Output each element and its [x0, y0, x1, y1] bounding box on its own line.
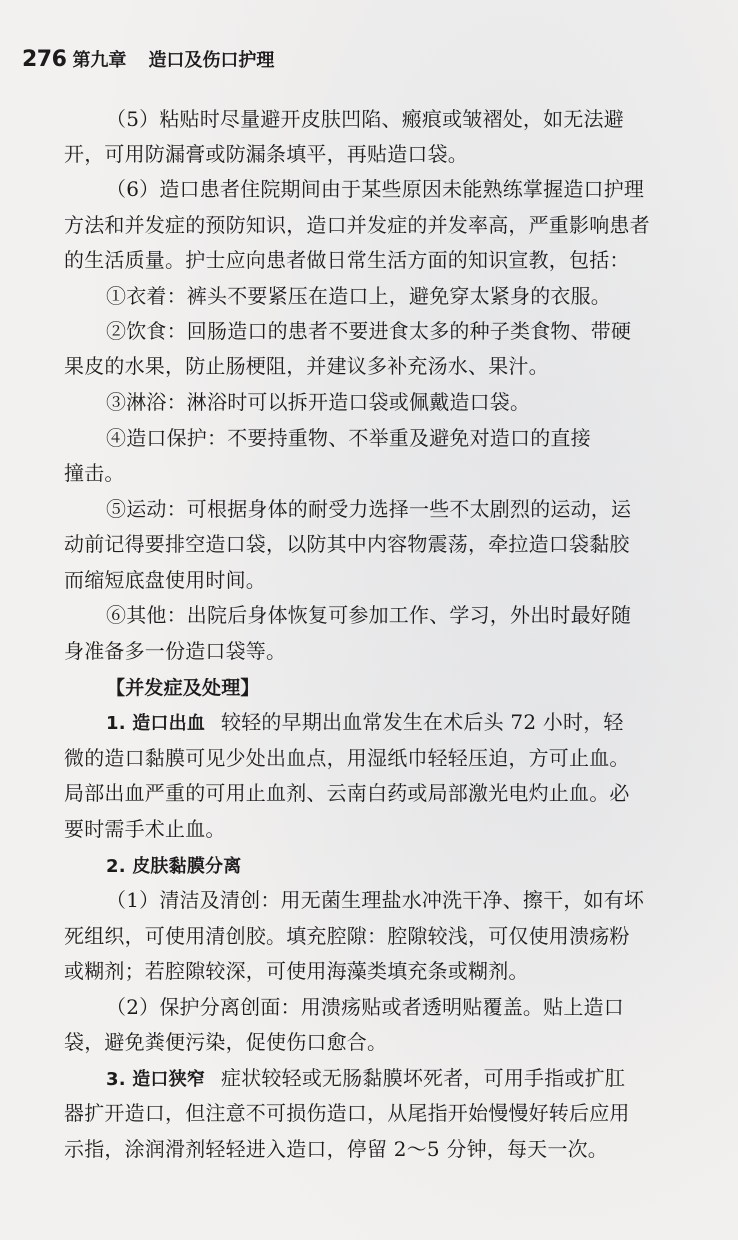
chapter-title: 造口及伤口护理 — [148, 50, 275, 71]
text-line: ⑤运动：可根据身体的耐受力选择一些不太剧烈的运动，运 — [106, 497, 632, 521]
page-number: 276 — [22, 47, 67, 72]
text-line: ③淋浴：淋浴时可以拆开造口袋或佩戴造口袋。 — [106, 390, 531, 414]
text-line: 身准备多一份造口袋等。 — [64, 639, 287, 663]
text-line: （5）粘贴时尽量避开皮肤凹陷、瘢痕或皱褶处，如无法避 — [106, 107, 624, 131]
text-line: 较轻的早期出血常发生在术后头 72 小时，轻 — [221, 710, 624, 734]
text-line: 或糊剂；若腔隙较深，可使用海藻类填充条或糊剂。 — [64, 959, 529, 983]
text-line: 撞击。 — [64, 461, 125, 485]
text-line: （1）清洁及清创：用无菌生理盐水冲洗干净、擦干，如有坏 — [106, 888, 645, 912]
text-line: 而缩短底盘使用时间。 — [64, 568, 266, 592]
subsection-heading: 1. 造口出血 — [106, 713, 206, 734]
text-line: 动前记得要排空造口袋，以防其中内容物震荡，牵拉造口袋黏胶 — [64, 532, 630, 556]
text-line: 袋，避免粪便污染，促使伤口愈合。 — [64, 1030, 388, 1054]
text-line: ⑥其他：出院后身体恢复可参加工作、学习，外出时最好随 — [106, 603, 632, 627]
text-line — [106, 1061, 625, 1095]
running-header — [22, 46, 274, 76]
text-line: ②饮食：回肠造口的患者不要进食太多的种子类食物、带硬 — [106, 319, 632, 343]
text-line: 死组织，可使用清创胶。填充腔隙：腔隙较浅，可仅使用溃疡粉 — [64, 924, 630, 948]
text-line: ④造口保护：不要持重物、不举重及避免对造口的直接 — [106, 426, 591, 450]
subsection-heading: 2. 皮肤黏膜分离 — [106, 856, 242, 877]
chapter-label: 第九章 — [72, 50, 127, 71]
subsection-heading: 3. 造口狭窄 — [106, 1069, 206, 1090]
text-line: 器扩开造口，但注意不可损伤造口，从尾指开始慢慢好转后应用 — [64, 1101, 630, 1125]
text-line: 微的造口黏膜可见少处出血点，用湿纸巾轻轻压迫，方可止血。 — [64, 746, 630, 770]
section-heading: 【并发症及处理】 — [106, 677, 260, 699]
text-line: ①衣着：裤头不要紧压在造口上，避免穿太紧身的衣服。 — [106, 284, 611, 308]
text-line: （6）造口患者住院期间由于某些原因未能熟练掌握造口护理 — [106, 177, 645, 201]
text-line: 的生活质量。护士应向患者做日常生活方面的知识宣教，包括： — [64, 248, 630, 272]
text-line: 开，可用防漏膏或防漏条填平，再贴造口袋。 — [64, 142, 468, 166]
text-line — [106, 705, 624, 739]
text-line — [106, 848, 241, 882]
text-line: 果皮的水果，防止肠梗阻，并建议多补充汤水、果汁。 — [64, 354, 549, 378]
text-line: 方法和并发症的预防知识，造口并发症的并发率高，严重影响患者 — [64, 213, 650, 237]
text-line: 局部出血严重的可用止血剂、云南白药或局部激光电灼止血。必 — [64, 781, 630, 805]
text-line: 症状较轻或无肠黏膜坏死者，可用手指或扩肛 — [221, 1066, 626, 1090]
text-line: 要时需手术止血。 — [64, 817, 226, 841]
text-line: （2）保护分离创面：用溃疡贴或者透明贴覆盖。贴上造口 — [106, 995, 624, 1019]
text-line: 示指，涂润滑剂轻轻进入造口，停留 2～5 分钟，每天一次。 — [64, 1137, 608, 1161]
